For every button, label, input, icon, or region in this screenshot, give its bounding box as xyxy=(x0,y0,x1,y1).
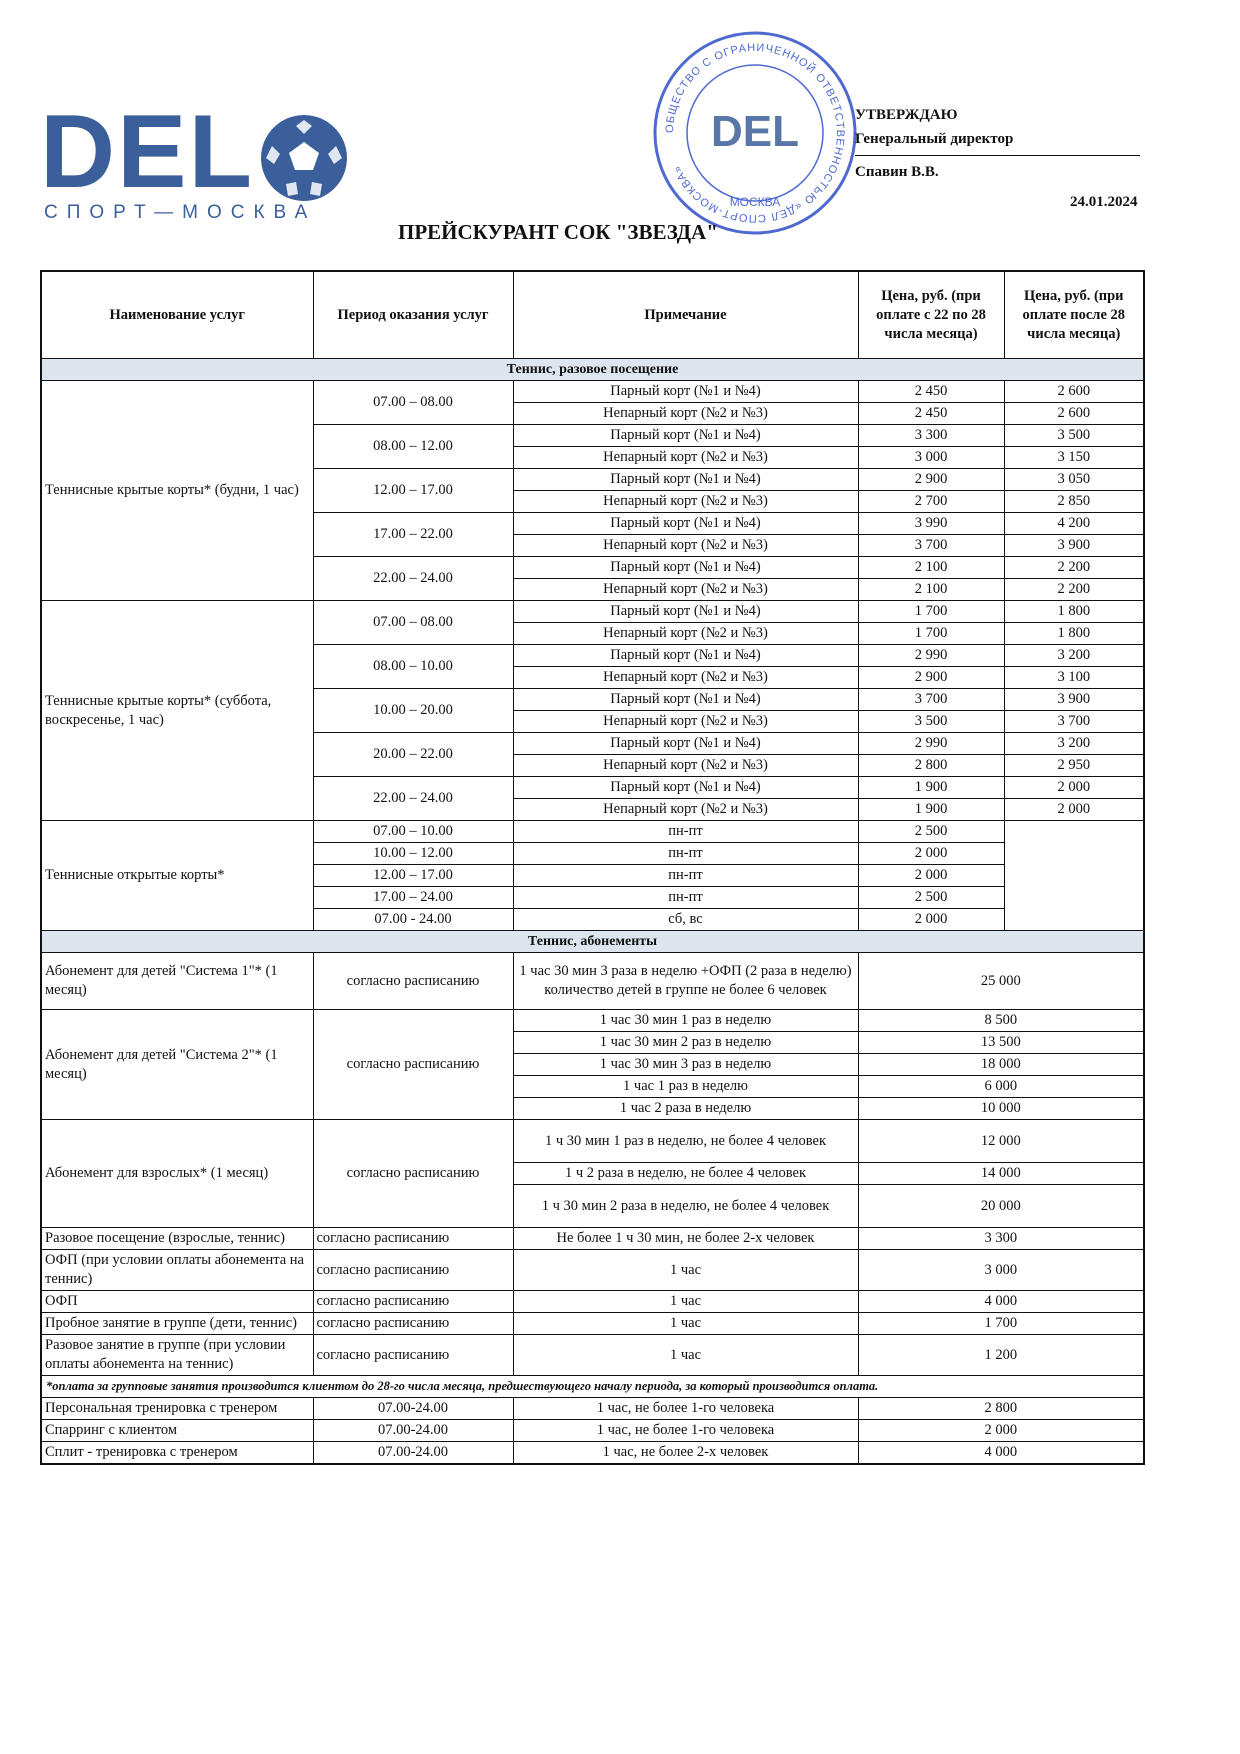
price-after-28: 1 800 xyxy=(1004,601,1144,623)
note-cell: сб, вс xyxy=(513,909,858,931)
price-22-28: 2 500 xyxy=(858,887,1004,909)
approve-position: Генеральный директор xyxy=(855,131,1014,147)
service-name: Теннисные крытые корты* (суббота, воскресенье, 1 час) xyxy=(41,601,313,821)
header-price-22-28: Цена, руб. (при оплате с 22 по 28 числа месяца) xyxy=(858,271,1004,359)
price-22-28: 3 000 xyxy=(858,447,1004,469)
period-cell: 22.00 – 24.00 xyxy=(313,557,513,601)
service-name: Разовое посещение (взрослые, теннис) xyxy=(41,1228,313,1250)
price-cell: 12 000 xyxy=(858,1120,1144,1163)
price-cell: 25 000 xyxy=(858,953,1144,1010)
footnote: *оплата за групповые занятия производится клиентом до 28-го числа месяца, предшествующего началу периода, за который производится оплата. xyxy=(41,1376,1144,1398)
note-cell: Парный корт (№1 и №4) xyxy=(513,733,858,755)
note-cell: 1 ч 2 раза в неделю, не более 4 человек xyxy=(513,1163,858,1185)
price-22-28: 2 000 xyxy=(858,865,1004,887)
price-after-28: 2 200 xyxy=(1004,579,1144,601)
service-name: Пробное занятие в группе (дети, теннис) xyxy=(41,1313,313,1335)
price-row xyxy=(41,953,1144,1010)
note-cell: Непарный корт (№2 и №3) xyxy=(513,447,858,469)
price-cell: 6 000 xyxy=(858,1076,1144,1098)
service-name: Абонемент для взрослых* (1 месяц) xyxy=(41,1120,313,1228)
price-22-28: 3 300 xyxy=(858,425,1004,447)
approval-block xyxy=(855,103,1140,184)
section-title: Теннис, абонементы xyxy=(41,931,1144,953)
note-cell: Парный корт (№1 и №4) xyxy=(513,425,858,447)
section-row xyxy=(41,359,1144,381)
table-header-row xyxy=(41,271,1144,359)
note-cell: Парный корт (№1 и №4) xyxy=(513,601,858,623)
approve-signer: Спавин В.В. xyxy=(855,155,1140,184)
price-row xyxy=(41,601,1144,623)
note-cell: 1 ч 30 мин 2 раза в неделю, не более 4 человек xyxy=(513,1185,858,1228)
note-cell: 1 час xyxy=(513,1250,858,1291)
price-row xyxy=(41,381,1144,403)
price-22-28: 1 700 xyxy=(858,601,1004,623)
price-after-28: 2 000 xyxy=(1004,777,1144,799)
period-cell: согласно расписанию xyxy=(313,1313,513,1335)
note-cell: Парный корт (№1 и №4) xyxy=(513,469,858,491)
note-cell: Непарный корт (№2 и №3) xyxy=(513,667,858,689)
note-cell: Непарный корт (№2 и №3) xyxy=(513,755,858,777)
price-after-28: 3 500 xyxy=(1004,425,1144,447)
price-cell: 13 500 xyxy=(858,1032,1144,1054)
price-after-28: 2 950 xyxy=(1004,755,1144,777)
price-after-28: 2 600 xyxy=(1004,403,1144,425)
period-cell: согласно расписанию xyxy=(313,953,513,1010)
note-cell: 1 ч 30 мин 1 раз в неделю, не более 4 человек xyxy=(513,1120,858,1163)
service-name: Разовое занятие в группе (при условии оплаты абонемента на теннис) xyxy=(41,1335,313,1376)
note-cell: 1 час 30 мин 1 раз в неделю xyxy=(513,1010,858,1032)
period-cell: 07.00 - 24.00 xyxy=(313,909,513,931)
note-cell: 1 час xyxy=(513,1313,858,1335)
service-name: Абонемент для детей "Система 1"* (1 месяц) xyxy=(41,953,313,1010)
price-22-28: 2 100 xyxy=(858,557,1004,579)
note-cell: Непарный корт (№2 и №3) xyxy=(513,535,858,557)
price-22-28: 2 990 xyxy=(858,733,1004,755)
note-cell: 1 час 2 раза в неделю xyxy=(513,1098,858,1120)
note-cell: Парный корт (№1 и №4) xyxy=(513,689,858,711)
period-cell: 07.00-24.00 xyxy=(313,1442,513,1465)
approve-label: УТВЕРЖДАЮ xyxy=(855,107,958,123)
price-cell: 3 300 xyxy=(858,1228,1144,1250)
price-cell: 3 000 xyxy=(858,1250,1144,1291)
price-after-28: 3 200 xyxy=(1004,733,1144,755)
price-22-28: 2 900 xyxy=(858,667,1004,689)
service-name: Персональная тренировка с тренером xyxy=(41,1398,313,1420)
footnote-row xyxy=(41,1376,1144,1398)
price-row xyxy=(41,1398,1144,1420)
price-row xyxy=(41,1010,1144,1032)
note-cell: Непарный корт (№2 и №3) xyxy=(513,579,858,601)
price-after-28: 2 200 xyxy=(1004,557,1144,579)
price-after-28: 3 050 xyxy=(1004,469,1144,491)
service-name: Теннисные крытые корты* (будни, 1 час) xyxy=(41,381,313,601)
price-row xyxy=(41,1291,1144,1313)
period-cell: согласно расписанию xyxy=(313,1228,513,1250)
price-cell: 14 000 xyxy=(858,1163,1144,1185)
header-note: Примечание xyxy=(513,271,858,359)
note-cell: 1 час, не более 2-х человек xyxy=(513,1442,858,1465)
period-cell: согласно расписанию xyxy=(313,1010,513,1120)
company-seal xyxy=(650,28,860,238)
price-22-28: 2 990 xyxy=(858,645,1004,667)
price-row xyxy=(41,821,1144,843)
note-cell: Парный корт (№1 и №4) xyxy=(513,381,858,403)
note-cell: Непарный корт (№2 и №3) xyxy=(513,711,858,733)
price-22-28: 2 450 xyxy=(858,403,1004,425)
period-cell: согласно расписанию xyxy=(313,1335,513,1376)
price-22-28: 2 100 xyxy=(858,579,1004,601)
period-cell: согласно расписанию xyxy=(313,1250,513,1291)
price-after-28: 3 100 xyxy=(1004,667,1144,689)
service-name: ОФП (при условии оплаты абонемента на теннис) xyxy=(41,1250,313,1291)
price-row xyxy=(41,1250,1144,1291)
price-cell: 4 000 xyxy=(858,1442,1144,1465)
price-cell: 8 500 xyxy=(858,1010,1144,1032)
service-name: Теннисные открытые корты* xyxy=(41,821,313,931)
note-cell: Парный корт (№1 и №4) xyxy=(513,557,858,579)
header-price-after-28: Цена, руб. (при оплате после 28 числа месяца) xyxy=(1004,271,1144,359)
note-cell: пн-пт xyxy=(513,865,858,887)
note-cell: 1 час, не более 1-го человека xyxy=(513,1398,858,1420)
note-cell: пн-пт xyxy=(513,843,858,865)
note-cell: 1 час 1 раз в неделю xyxy=(513,1076,858,1098)
note-cell: 1 час 30 мин 3 раза в неделю +ОФП (2 раза в неделю) количество детей в группе не более 6 человек xyxy=(513,953,858,1010)
price-row xyxy=(41,1442,1144,1465)
price-22-28: 3 700 xyxy=(858,689,1004,711)
empty-cell xyxy=(1004,821,1144,931)
price-22-28: 2 000 xyxy=(858,843,1004,865)
period-cell: 08.00 – 12.00 xyxy=(313,425,513,469)
price-after-28: 2 000 xyxy=(1004,799,1144,821)
period-cell: 08.00 – 10.00 xyxy=(313,645,513,689)
price-cell: 2 800 xyxy=(858,1398,1144,1420)
document-title: ПРЕЙСКУРАНТ СОК "ЗВЕЗДА" xyxy=(398,220,718,244)
price-cell: 1 700 xyxy=(858,1313,1144,1335)
price-row xyxy=(41,1420,1144,1442)
header-period: Период оказания услуг xyxy=(313,271,513,359)
price-after-28: 2 850 xyxy=(1004,491,1144,513)
period-cell: согласно расписанию xyxy=(313,1291,513,1313)
document-date: 24.01.2024 xyxy=(1070,194,1138,210)
price-after-28: 3 700 xyxy=(1004,711,1144,733)
logo-brand: DEL xyxy=(40,94,254,210)
price-cell: 18 000 xyxy=(858,1054,1144,1076)
price-cell: 10 000 xyxy=(858,1098,1144,1120)
section-row xyxy=(41,931,1144,953)
seal-brand: DEL xyxy=(711,107,799,156)
period-cell: 20.00 – 22.00 xyxy=(313,733,513,777)
price-22-28: 1 900 xyxy=(858,799,1004,821)
seal-ring-text: ОБЩЕСТВО С ОГРАНИЧЕННОЙ ОТВЕТСТВЕННОСТЬЮ «ДЕЛ СПОРТ-МОСКВА» xyxy=(663,41,847,225)
period-cell: 07.00-24.00 xyxy=(313,1420,513,1442)
price-after-28: 1 800 xyxy=(1004,623,1144,645)
period-cell: согласно расписанию xyxy=(313,1120,513,1228)
note-cell: 1 час, не более 1-го человека xyxy=(513,1420,858,1442)
price-after-28: 2 600 xyxy=(1004,381,1144,403)
price-22-28: 2 700 xyxy=(858,491,1004,513)
note-cell: Парный корт (№1 и №4) xyxy=(513,645,858,667)
note-cell: 1 час xyxy=(513,1335,858,1376)
price-22-28: 3 500 xyxy=(858,711,1004,733)
price-row xyxy=(41,1313,1144,1335)
period-cell: 12.00 – 17.00 xyxy=(313,865,513,887)
price-after-28: 3 200 xyxy=(1004,645,1144,667)
price-row xyxy=(41,1120,1144,1163)
note-cell: Не более 1 ч 30 мин, не более 2-х человек xyxy=(513,1228,858,1250)
period-cell: 10.00 – 20.00 xyxy=(313,689,513,733)
period-cell: 07.00 – 10.00 xyxy=(313,821,513,843)
price-22-28: 2 900 xyxy=(858,469,1004,491)
note-cell: пн-пт xyxy=(513,887,858,909)
price-cell: 20 000 xyxy=(858,1185,1144,1228)
note-cell: Парный корт (№1 и №4) xyxy=(513,513,858,535)
price-22-28: 2 500 xyxy=(858,821,1004,843)
period-cell: 12.00 – 17.00 xyxy=(313,469,513,513)
price-22-28: 2 000 xyxy=(858,909,1004,931)
price-22-28: 3 700 xyxy=(858,535,1004,557)
note-cell: Непарный корт (№2 и №3) xyxy=(513,491,858,513)
service-name: Спарринг с клиентом xyxy=(41,1420,313,1442)
note-cell: Непарный корт (№2 и №3) xyxy=(513,623,858,645)
header-service: Наименование услуг xyxy=(41,271,313,359)
price-22-28: 2 800 xyxy=(858,755,1004,777)
service-name: ОФП xyxy=(41,1291,313,1313)
price-after-28: 3 900 xyxy=(1004,689,1144,711)
price-22-28: 3 990 xyxy=(858,513,1004,535)
note-cell: 1 час 30 мин 3 раз в неделю xyxy=(513,1054,858,1076)
period-cell: 07.00 – 08.00 xyxy=(313,601,513,645)
note-cell: пн-пт xyxy=(513,821,858,843)
price-row xyxy=(41,1228,1144,1250)
price-22-28: 1 900 xyxy=(858,777,1004,799)
period-cell: 17.00 – 22.00 xyxy=(313,513,513,557)
price-cell: 2 000 xyxy=(858,1420,1144,1442)
price-22-28: 1 700 xyxy=(858,623,1004,645)
seal-city: МОСКВА xyxy=(729,195,781,209)
price-cell: 1 200 xyxy=(858,1335,1144,1376)
price-after-28: 3 900 xyxy=(1004,535,1144,557)
price-cell: 4 000 xyxy=(858,1291,1144,1313)
service-name: Сплит - тренировка с тренером xyxy=(41,1442,313,1465)
period-cell: 07.00-24.00 xyxy=(313,1398,513,1420)
price-table xyxy=(40,270,1145,1465)
note-cell: Непарный корт (№2 и №3) xyxy=(513,403,858,425)
football-icon xyxy=(258,112,350,204)
logo-subtitle: СПОРТ—МОСКВА xyxy=(44,202,317,223)
price-row xyxy=(41,1335,1144,1376)
price-after-28: 4 200 xyxy=(1004,513,1144,535)
price-22-28: 2 450 xyxy=(858,381,1004,403)
service-name: Абонемент для детей "Система 2"* (1 месяц) xyxy=(41,1010,313,1120)
period-cell: 07.00 – 08.00 xyxy=(313,381,513,425)
period-cell: 10.00 – 12.00 xyxy=(313,843,513,865)
note-cell: Парный корт (№1 и №4) xyxy=(513,777,858,799)
period-cell: 17.00 – 24.00 xyxy=(313,887,513,909)
note-cell: 1 час 30 мин 2 раз в неделю xyxy=(513,1032,858,1054)
note-cell: 1 час xyxy=(513,1291,858,1313)
price-after-28: 3 150 xyxy=(1004,447,1144,469)
section-title: Теннис, разовое посещение xyxy=(41,359,1144,381)
company-logo xyxy=(40,94,360,223)
note-cell: Непарный корт (№2 и №3) xyxy=(513,799,858,821)
period-cell: 22.00 – 24.00 xyxy=(313,777,513,821)
